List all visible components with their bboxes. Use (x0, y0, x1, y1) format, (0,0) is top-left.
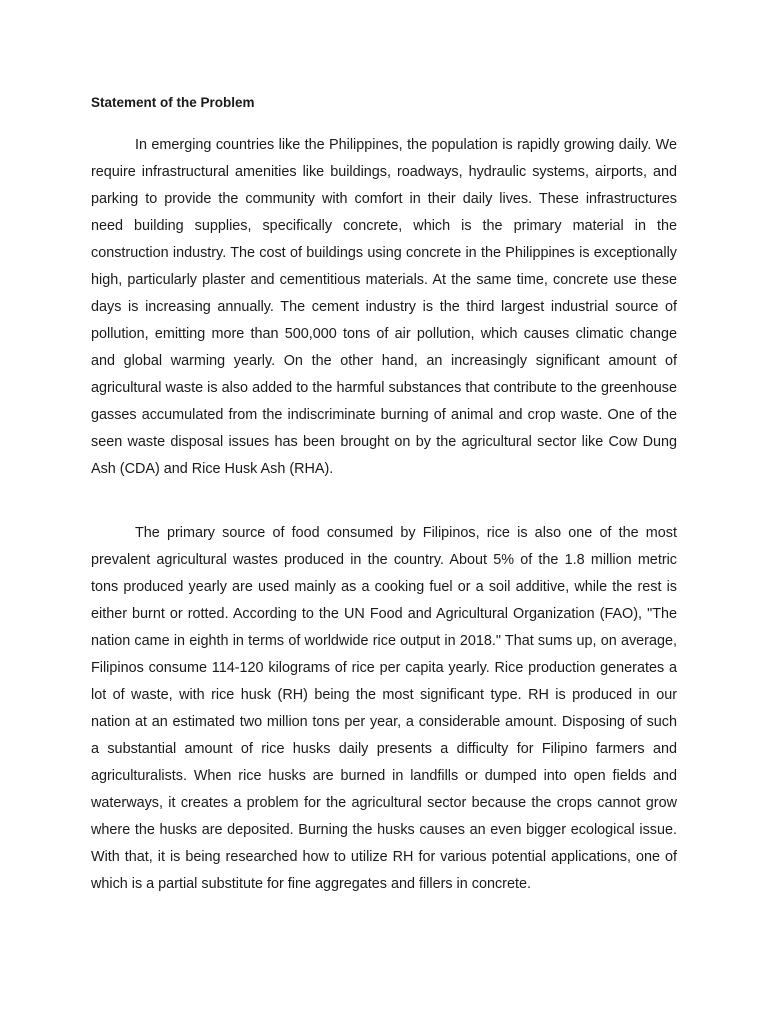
section-heading: Statement of the Problem (91, 95, 255, 110)
paragraph-2: The primary source of food consumed by Filipinos, rice is also one of the most prevalent agricultural wastes produced in the country. About 5% of the 1.8 million metric tons produced yearly are used mainly as a cooking fuel or a soil additive, while the rest is either burnt or rotted. According to the UN Food and Agricultural Organization (FAO), "The nation came in eighth in terms of worldwide rice output in 2018." That sums up, on average, Filipinos consume 114-120 kilograms of rice per capita yearly. Rice production generates a lot of waste, with rice husk (RH) being the most significant type. RH is produced in our nation at an estimated two million tons per year, a considerable amount. Disposing of such a substantial amount of rice husks daily presents a difficulty for Filipino farmers and agriculturalists. When rice husks are burned in landfills or dumped into open fields and waterways, it creates a problem for the agricultural sector because the crops cannot grow where the husks are deposited. Burning the husks causes an even bigger ecological issue. With that, it is being researched how to utilize RH for various potential applications, one of which is a partial substitute for fine aggregates and fillers in concrete. (91, 525, 677, 892)
paragraph-1: In emerging countries like the Philippines, the population is rapidly growing daily. We require infrastructural amenities like buildings, roadways, hydraulic systems, airports, and parking to provide the community with comfort in their daily lives. These infrastructures need building supplies, specifically concrete, which is the primary material in the construction industry. The cost of buildings using concrete in the Philippines is exceptionally high, particularly plaster and cementitious materials. At the same time, concrete use these days is increasing annually. The cement industry is the third largest industrial source of pollution, emitting more than 500,000 tons of air pollution, which causes climatic change and global warming yearly. On the other hand, an increasingly significant amount of agricultural waste is also added to the harmful substances that contribute to the greenhouse gasses accumulated from the indiscriminate burning of animal and crop waste. One of the seen waste disposal issues has been brought on by the agricultural sector like Cow Dung Ash (CDA) and Rice Husk Ash (RHA). (91, 137, 677, 477)
